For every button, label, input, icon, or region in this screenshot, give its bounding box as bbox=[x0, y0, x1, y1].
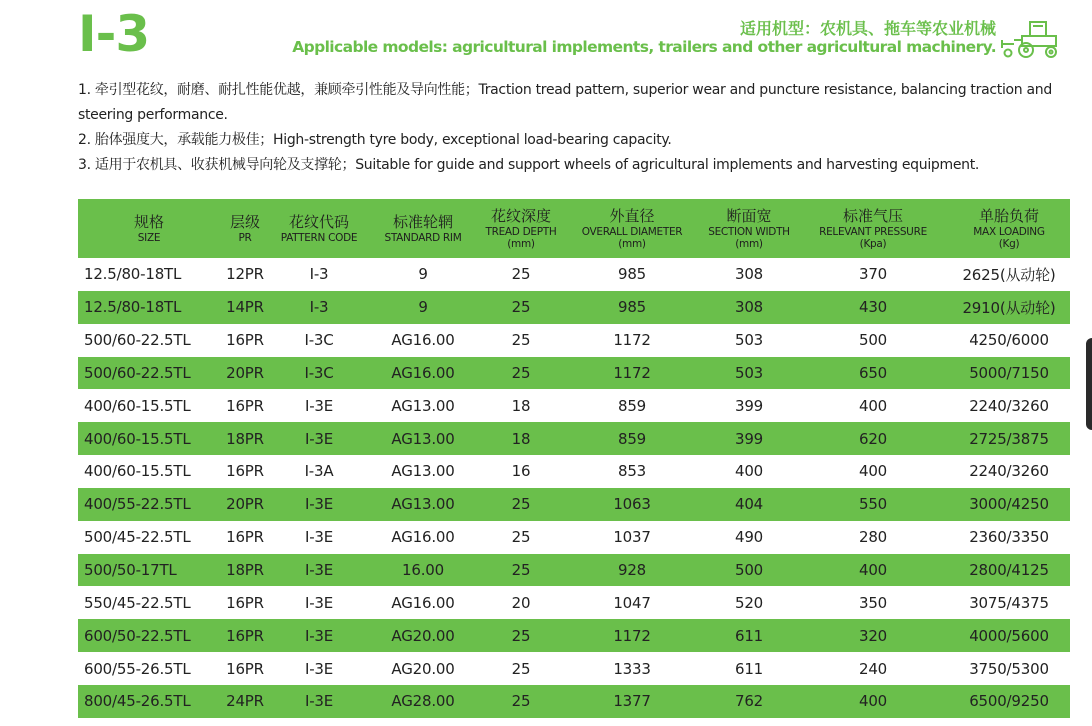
cell-section-width: 500 bbox=[700, 554, 798, 587]
cell-tread-depth: 25 bbox=[478, 357, 564, 390]
cell-pattern-code: I-3E bbox=[270, 619, 368, 652]
table-row bbox=[78, 619, 1070, 652]
table-row bbox=[78, 554, 1070, 587]
cell-overall-diameter: 1172 bbox=[564, 619, 700, 652]
column-header-standard-rim bbox=[368, 199, 478, 258]
cell-size: 600/50-22.5TL bbox=[78, 619, 220, 652]
table-row bbox=[78, 586, 1070, 619]
feature-item-2: 2. 胎体强度大，承载能力极佳；High-strength tyre body, exceptional load-bearing capacity. bbox=[78, 132, 672, 148]
cell-relevant-pressure: 280 bbox=[858, 528, 888, 547]
cell-section-width: 762 bbox=[700, 685, 798, 718]
table-row bbox=[78, 389, 1070, 422]
column-header-tread-depth bbox=[478, 199, 564, 258]
cell-pattern-code: I-3A bbox=[304, 462, 334, 481]
column-header-cn: 标准气压 bbox=[842, 207, 903, 225]
cell-ply-rating: 16PR bbox=[226, 331, 264, 350]
column-header-pattern-code bbox=[270, 199, 368, 258]
cell-section-width: 520 bbox=[734, 593, 764, 612]
column-header-unit: (Kpa) bbox=[859, 238, 887, 250]
table-row bbox=[78, 357, 1070, 390]
cell-tread-depth: 25 bbox=[511, 659, 531, 678]
cell-overall-diameter: 1172 bbox=[564, 357, 700, 390]
cell-ply-rating: 16PR bbox=[226, 462, 264, 481]
cell-section-width: 611 bbox=[700, 619, 798, 652]
cell-standard-rim: AG13.00 bbox=[391, 462, 455, 481]
cell-standard-rim: AG16.00 bbox=[391, 593, 455, 612]
feature-item-3: 3. 适用于农机具、收获机械导向轮及支撑轮；Suitable for guide and support wheels of agricultural implements and harvesting equipment. bbox=[78, 157, 980, 173]
cell-standard-rim: AG13.00 bbox=[368, 488, 478, 521]
table-row bbox=[78, 685, 1070, 718]
column-header-unit: (Kg) bbox=[998, 238, 1020, 250]
cell-ply-rating: 16PR bbox=[226, 659, 264, 678]
table-row bbox=[78, 422, 1070, 455]
column-header-unit: (mm) bbox=[507, 238, 535, 250]
cell-standard-rim: AG20.00 bbox=[391, 659, 455, 678]
column-header-en: SIZE bbox=[137, 232, 161, 244]
column-header-cn: 规格 bbox=[133, 213, 164, 231]
cell-section-width: 503 bbox=[700, 357, 798, 390]
table-row bbox=[78, 652, 1070, 685]
cell-relevant-pressure: 400 bbox=[798, 554, 948, 587]
column-header-relevant-pressure bbox=[798, 199, 948, 258]
applicable-models-en: Applicable models: agricultural implements, trailers and other agricultural machinery. bbox=[292, 38, 996, 56]
cell-pattern-code: I-3 bbox=[309, 265, 329, 284]
cell-overall-diameter: 1377 bbox=[564, 685, 700, 718]
cell-overall-diameter: 1333 bbox=[613, 659, 651, 678]
cell-size: 600/55-26.5TL bbox=[84, 659, 191, 678]
cell-relevant-pressure: 430 bbox=[798, 291, 948, 324]
cell-relevant-pressure: 350 bbox=[858, 593, 888, 612]
cell-relevant-pressure: 320 bbox=[798, 619, 948, 652]
cell-overall-diameter: 928 bbox=[564, 554, 700, 587]
cell-tread-depth: 20 bbox=[511, 593, 531, 612]
column-header-max-loading bbox=[948, 199, 1070, 258]
cell-ply-rating: 16PR bbox=[220, 619, 270, 652]
cell-overall-diameter: 859 bbox=[617, 396, 647, 415]
cell-pattern-code: I-3C bbox=[304, 331, 334, 350]
cell-relevant-pressure: 400 bbox=[858, 396, 888, 415]
column-header-size bbox=[78, 199, 220, 258]
cell-size: 550/45-22.5TL bbox=[84, 593, 191, 612]
table-body bbox=[78, 258, 1070, 718]
cell-standard-rim: AG20.00 bbox=[368, 619, 478, 652]
column-header-cn: 标准轮辋 bbox=[392, 213, 453, 231]
cell-size: 400/60-15.5TL bbox=[84, 462, 191, 481]
cell-section-width: 399 bbox=[734, 396, 764, 415]
column-header-cn: 断面宽 bbox=[726, 207, 772, 225]
tractor-icon bbox=[1000, 18, 1062, 60]
column-header-en: OVERALL DIAMETER bbox=[581, 226, 683, 238]
cell-section-width: 490 bbox=[734, 528, 764, 547]
column-header-cn: 层级 bbox=[229, 213, 260, 231]
cell-standard-rim: 16.00 bbox=[368, 554, 478, 587]
column-header-en: MAX LOADING bbox=[973, 226, 1045, 238]
cell-tread-depth: 18 bbox=[511, 396, 531, 415]
cell-relevant-pressure: 550 bbox=[798, 488, 948, 521]
column-header-section-width bbox=[700, 199, 798, 258]
column-header-cn: 花纹深度 bbox=[490, 207, 551, 225]
column-header-en: TREAD DEPTH bbox=[485, 226, 557, 238]
cell-pattern-code: I-3E bbox=[270, 685, 368, 718]
column-header-en: PR bbox=[238, 232, 252, 244]
cell-standard-rim: AG28.00 bbox=[368, 685, 478, 718]
cell-relevant-pressure: 650 bbox=[798, 357, 948, 390]
column-header-en: STANDARD RIM bbox=[384, 232, 462, 244]
table-row bbox=[78, 291, 1070, 324]
cell-standard-rim: AG13.00 bbox=[391, 396, 455, 415]
cell-relevant-pressure: 400 bbox=[858, 462, 888, 481]
cell-ply-rating: 18PR bbox=[220, 422, 270, 455]
cell-size: 400/60-15.5TL bbox=[84, 396, 191, 415]
cell-size: 500/60-22.5TL bbox=[78, 357, 220, 390]
cell-standard-rim: AG16.00 bbox=[368, 357, 478, 390]
feature-item-1: 1. 牵引型花纹，耐磨、耐扎性能优越，兼顾牵引性能及导向性能；Traction tread pattern, superior wear and puncture resistance, balancing traction and steering performance. bbox=[78, 82, 1052, 123]
cell-section-width: 399 bbox=[700, 422, 798, 455]
tyre-spec-table bbox=[78, 199, 1070, 718]
cell-relevant-pressure: 400 bbox=[798, 685, 948, 718]
cell-standard-rim: 9 bbox=[368, 291, 478, 324]
cell-standard-rim: AG13.00 bbox=[368, 422, 478, 455]
cell-overall-diameter: 1047 bbox=[613, 593, 651, 612]
cell-size: 500/60-22.5TL bbox=[84, 331, 191, 350]
cell-section-width: 503 bbox=[734, 331, 764, 350]
table-header-row bbox=[78, 199, 1070, 258]
cell-ply-rating: 16PR bbox=[226, 396, 264, 415]
cell-pattern-code: I-3E bbox=[304, 396, 334, 415]
cell-section-width: 404 bbox=[700, 488, 798, 521]
tyre-edge-decoration bbox=[1086, 338, 1092, 430]
cell-pattern-code: I-3E bbox=[304, 659, 334, 678]
cell-max-loading: 5000/7150 bbox=[948, 357, 1070, 390]
cell-tread-depth: 25 bbox=[478, 685, 564, 718]
cell-max-loading: 2800/4125 bbox=[948, 554, 1070, 587]
cell-standard-rim: AG16.00 bbox=[391, 528, 455, 547]
cell-pattern-code: I-3E bbox=[304, 528, 334, 547]
cell-size: 400/60-15.5TL bbox=[78, 422, 220, 455]
cell-section-width: 308 bbox=[734, 265, 764, 284]
cell-size: 12.5/80-18TL bbox=[78, 291, 220, 324]
cell-tread-depth: 25 bbox=[478, 291, 564, 324]
table-row bbox=[78, 488, 1070, 521]
cell-section-width: 611 bbox=[734, 659, 764, 678]
cell-size: 12.5/80-18TL bbox=[84, 265, 182, 284]
applicable-models-cn: 适用机型：农机具、拖车等农业机械 bbox=[739, 19, 996, 38]
cell-pattern-code: I-3 bbox=[270, 291, 368, 324]
table-row bbox=[78, 258, 1070, 291]
cell-max-loading: 2725/3875 bbox=[948, 422, 1070, 455]
cell-section-width: 308 bbox=[700, 291, 798, 324]
column-header-cn: 外直径 bbox=[609, 207, 655, 225]
cell-tread-depth: 25 bbox=[511, 265, 531, 284]
cell-max-loading: 6500/9250 bbox=[948, 685, 1070, 718]
cell-pattern-code: I-3E bbox=[270, 488, 368, 521]
cell-pattern-code: I-3E bbox=[270, 422, 368, 455]
cell-max-loading: 4000/5600 bbox=[948, 619, 1070, 652]
cell-tread-depth: 25 bbox=[478, 554, 564, 587]
column-header-en: SECTION WIDTH bbox=[708, 226, 790, 238]
cell-overall-diameter: 985 bbox=[564, 291, 700, 324]
cell-ply-rating: 20PR bbox=[220, 357, 270, 390]
cell-tread-depth: 25 bbox=[478, 488, 564, 521]
cell-size: 800/45-26.5TL bbox=[78, 685, 220, 718]
cell-tread-depth: 25 bbox=[511, 528, 531, 547]
column-header-cn: 单胎负荷 bbox=[978, 207, 1039, 225]
cell-ply-rating: 16PR bbox=[226, 528, 264, 547]
cell-size: 500/50-17TL bbox=[78, 554, 220, 587]
cell-standard-rim: AG16.00 bbox=[391, 331, 455, 350]
column-header-cn: 花纹代码 bbox=[288, 213, 349, 231]
cell-max-loading: 3750/5300 bbox=[969, 659, 1049, 678]
cell-pattern-code: I-3E bbox=[270, 554, 368, 587]
cell-size: 400/55-22.5TL bbox=[78, 488, 220, 521]
column-header-ply-rating bbox=[220, 199, 270, 258]
page-title: I-3 bbox=[78, 5, 150, 63]
column-header-en: PATTERN CODE bbox=[280, 232, 358, 244]
column-header-unit: (mm) bbox=[618, 238, 646, 250]
column-header-unit: (mm) bbox=[735, 238, 763, 250]
table-row bbox=[78, 324, 1070, 357]
cell-max-loading: 4250/6000 bbox=[969, 331, 1049, 350]
cell-max-loading: 2910(从动轮) bbox=[948, 291, 1070, 324]
cell-max-loading: 2240/3260 bbox=[969, 396, 1049, 415]
table-row bbox=[78, 455, 1070, 488]
cell-overall-diameter: 985 bbox=[617, 265, 647, 284]
cell-max-loading: 3000/4250 bbox=[948, 488, 1070, 521]
cell-ply-rating: 16PR bbox=[226, 593, 264, 612]
cell-overall-diameter: 1172 bbox=[613, 331, 651, 350]
cell-relevant-pressure: 620 bbox=[798, 422, 948, 455]
cell-ply-rating: 20PR bbox=[220, 488, 270, 521]
cell-size: 500/45-22.5TL bbox=[84, 528, 191, 547]
cell-max-loading: 2360/3350 bbox=[969, 528, 1049, 547]
cell-tread-depth: 25 bbox=[478, 619, 564, 652]
cell-ply-rating: 24PR bbox=[220, 685, 270, 718]
cell-max-loading: 3075/4375 bbox=[969, 593, 1049, 612]
cell-ply-rating: 12PR bbox=[226, 265, 264, 284]
cell-tread-depth: 16 bbox=[511, 462, 531, 481]
cell-pattern-code: I-3E bbox=[304, 593, 334, 612]
cell-overall-diameter: 1037 bbox=[613, 528, 651, 547]
cell-relevant-pressure: 240 bbox=[858, 659, 888, 678]
cell-max-loading: 2625(从动轮) bbox=[962, 265, 1056, 284]
feature-list bbox=[78, 78, 1068, 178]
cell-ply-rating: 14PR bbox=[220, 291, 270, 324]
cell-standard-rim: 9 bbox=[418, 265, 428, 284]
cell-tread-depth: 25 bbox=[511, 331, 531, 350]
cell-tread-depth: 18 bbox=[478, 422, 564, 455]
cell-section-width: 400 bbox=[734, 462, 764, 481]
cell-overall-diameter: 853 bbox=[617, 462, 647, 481]
column-header-overall-diameter bbox=[564, 199, 700, 258]
column-header-en: RELEVANT PRESSURE bbox=[819, 226, 927, 238]
table-row bbox=[78, 521, 1070, 554]
cell-ply-rating: 18PR bbox=[220, 554, 270, 587]
cell-max-loading: 2240/3260 bbox=[969, 462, 1049, 481]
cell-pattern-code: I-3C bbox=[270, 357, 368, 390]
cell-overall-diameter: 859 bbox=[564, 422, 700, 455]
cell-overall-diameter: 1063 bbox=[564, 488, 700, 521]
cell-relevant-pressure: 370 bbox=[858, 265, 888, 284]
cell-relevant-pressure: 500 bbox=[858, 331, 888, 350]
